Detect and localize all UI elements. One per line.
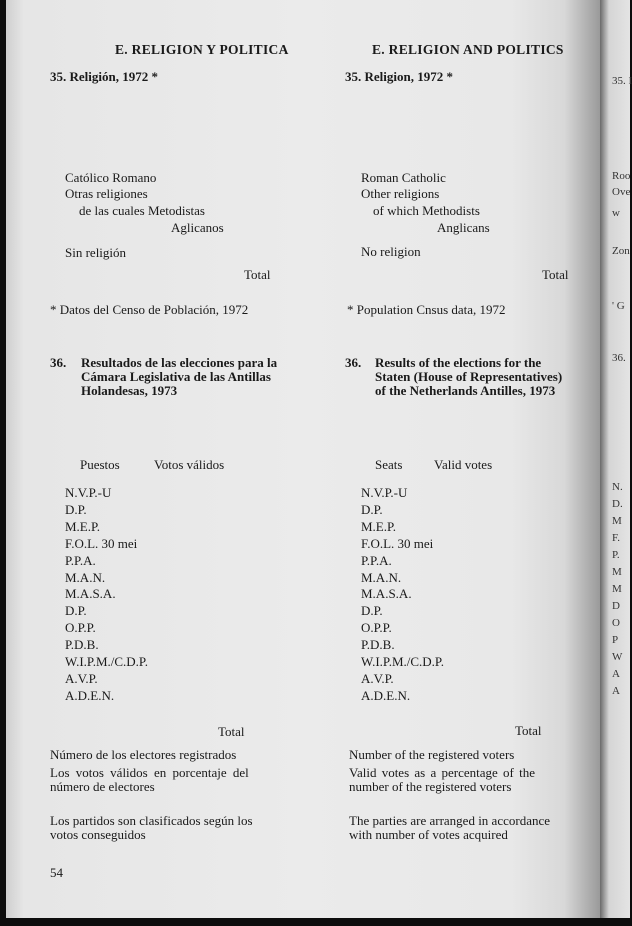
valid-pct-en: Valid votes as a percentage of the <box>349 765 535 780</box>
party-row-es: M.A.N. <box>65 569 106 585</box>
valid-pct-es: Los votos válidos en porcentaje del <box>50 765 249 780</box>
party-row-en: W.I.P.M./C.D.P. <box>361 654 444 669</box>
next-page-fragment: P. <box>612 549 620 561</box>
party-row-es: W.I.P.M./C.D.P. <box>65 654 148 669</box>
table-36-title-es: Holandesas, 1973 <box>81 383 178 398</box>
row-en: Roman Catholic <box>361 170 446 185</box>
next-page-fragment: W <box>612 651 623 663</box>
document-page <box>6 0 600 918</box>
col-votes-es: Votos válidos <box>154 457 225 472</box>
party-row-en: M.A.S.A. <box>361 586 412 602</box>
table-36-title-es: Resultados de las elecciones para la <box>81 355 278 370</box>
footnote-en: with number of votes acquired <box>349 827 508 842</box>
row-es: Aglicanos <box>171 220 224 235</box>
section-title-es: E. RELIGION Y POLITICA <box>115 42 289 57</box>
party-row-en: P.D.B. <box>361 637 395 653</box>
next-page-fragment: O <box>612 617 620 629</box>
note-en: * Population Cnsus data, 1972 <box>347 302 506 317</box>
registered-en: Number of the registered voters <box>349 747 515 762</box>
party-row-en: A.D.E.N. <box>361 687 411 703</box>
table-36-title-en: Staten (House of Representatives) <box>375 369 563 384</box>
next-page-fragment: A <box>612 668 620 680</box>
row-en: No religion <box>361 244 421 259</box>
party-row-en: M.A.N. <box>361 569 402 585</box>
footnote-en: The parties are arranged in accordance <box>349 813 551 828</box>
total-36-es: Total <box>218 724 245 739</box>
row-en: of which Methodists <box>373 203 480 218</box>
party-row-es: O.P.P. <box>65 620 96 636</box>
next-page-edge <box>600 0 630 918</box>
next-page-fragment: 35. I <box>612 75 632 87</box>
col-seats-es: Puestos <box>80 457 120 472</box>
party-row-es: A.V.P. <box>65 670 98 686</box>
next-page-fragment: P <box>612 634 619 646</box>
footnote-es: Los partidos son clasificados según los <box>50 813 253 828</box>
next-page-fragment: w <box>612 207 620 219</box>
party-row-en: D.P. <box>361 501 383 517</box>
party-row-es: D.P. <box>65 501 87 517</box>
next-page-fragment: F. <box>612 532 620 544</box>
next-page-fragment: D. <box>612 498 623 510</box>
total-36-en: Total <box>515 723 542 738</box>
next-page-fragment: M <box>612 566 622 578</box>
col-seats-en: Seats <box>375 457 403 472</box>
row-en: Anglicans <box>437 220 490 235</box>
next-page-fragment: ' G <box>612 300 625 312</box>
next-page-fragment: M <box>612 515 622 527</box>
table-35-title-es: 35. Religión, 1972 * <box>50 69 158 84</box>
next-page-fragment: M <box>612 583 622 595</box>
col-votes-en: Valid votes <box>434 457 493 472</box>
table-36-num-en: 36. <box>345 355 362 370</box>
row-es: Sin religión <box>65 245 127 260</box>
party-row-en: M.E.P. <box>361 518 397 534</box>
table-35-title-en: 35. Religion, 1972 * <box>345 69 453 84</box>
party-row-es: D.P. <box>65 603 87 619</box>
row-es: Católico Romano <box>65 170 157 185</box>
next-page-fragment: N. <box>612 481 623 493</box>
row-es: Otras religiones <box>65 186 148 201</box>
section-title-en: E. RELIGION AND POLITICS <box>372 42 564 57</box>
party-row-es: A.D.E.N. <box>65 687 115 703</box>
next-page-fragment: Ove <box>612 186 631 198</box>
party-row-es: M.A.S.A. <box>65 586 116 602</box>
table-36-title-es: Cámara Legislativa de las Antillas <box>81 369 271 384</box>
party-row-es: M.E.P. <box>65 518 101 534</box>
total-en: Total <box>542 267 569 282</box>
party-row-en: F.O.L. 30 mei <box>361 535 434 551</box>
table-36-title-en: of the Netherlands Antilles, 1973 <box>375 383 556 398</box>
next-page-fragment: D <box>612 600 620 612</box>
valid-pct-es: número de electores <box>50 779 155 794</box>
next-page-fragment: 36. <box>612 352 626 364</box>
next-page-fragment: A <box>612 685 620 697</box>
row-en: Other religions <box>361 186 440 201</box>
party-row-en: O.P.P. <box>361 620 392 636</box>
party-row-en: D.P. <box>361 603 383 619</box>
party-row-en: P.P.A. <box>361 552 392 568</box>
party-row-es: P.D.B. <box>65 637 99 653</box>
table-36-title-en: Results of the elections for the <box>375 355 542 370</box>
row-es: de las cuales Metodistas <box>79 203 205 218</box>
page-number: 54 <box>50 865 63 880</box>
note-es: * Datos del Censo de Población, 1972 <box>50 302 249 317</box>
total-es: Total <box>244 267 271 282</box>
registered-es: Número de los electores registrados <box>50 747 237 762</box>
party-row-es: P.P.A. <box>65 552 96 568</box>
table-36-num-es: 36. <box>50 355 67 370</box>
valid-pct-en: number of the registered voters <box>349 779 512 794</box>
party-row-es: F.O.L. 30 mei <box>65 535 138 551</box>
next-page-fragment: Zon <box>612 245 630 257</box>
footnote-es: votos conseguidos <box>50 827 146 842</box>
next-page-fragment: Roo <box>612 170 631 182</box>
party-row-en: A.V.P. <box>361 670 394 686</box>
party-row-en: N.V.P.-U <box>361 485 408 500</box>
party-row-es: N.V.P.-U <box>65 485 112 500</box>
